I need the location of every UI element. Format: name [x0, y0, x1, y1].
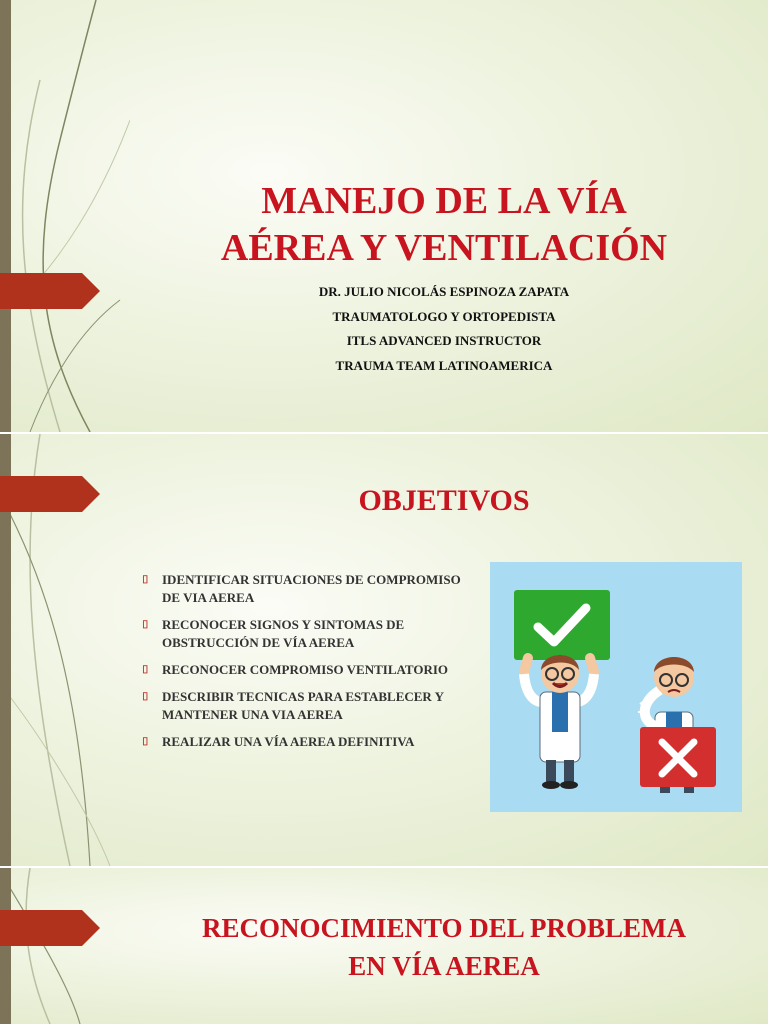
objectives-list	[142, 571, 462, 760]
title-line-2: EN VÍA AEREA	[348, 951, 540, 981]
left-edge-bar	[0, 0, 11, 432]
left-edge-bar	[0, 868, 11, 1024]
bullet-icon: ⌷	[142, 664, 149, 676]
slide-recognition	[0, 868, 768, 1024]
author-name: DR. JULIO NICOLÁS ESPINOZA ZAPATA	[318, 284, 570, 299]
recognition-title	[120, 909, 768, 985]
slide-title-heading	[120, 178, 768, 272]
author-instructor-role: ITLS ADVANCED INSTRUCTOR	[346, 333, 542, 348]
list-item: ⌷ DESCRIBIR TECNICAS PARA ESTABLECER Y MANTENER UNA VIA AEREA	[142, 689, 444, 722]
bullet-icon: ⌷	[142, 691, 149, 703]
decorative-curves	[0, 868, 130, 1024]
title-line-2: AÉREA Y VENTILACIÓN	[220, 227, 668, 269]
author-organization: TRAUMA TEAM LATINOAMERICA	[335, 357, 553, 373]
red-arrow-tab	[0, 273, 100, 309]
author-specialty: TRAUMATOLOGO Y ORTOPEDISTA	[332, 308, 556, 324]
bullet-icon: ⌷	[142, 574, 149, 586]
bullet-icon: ⌷	[142, 736, 149, 748]
doctors-illustration	[490, 562, 742, 812]
list-item: ⌷ RECONOCER COMPROMISO VENTILATORIO	[142, 662, 449, 677]
presenter-info	[120, 280, 768, 378]
list-item: ⌷ IDENTIFICAR SITUACIONES DE COMPROMISO DE VIA AEREA	[142, 572, 461, 605]
slide-objectives	[0, 434, 768, 866]
check-sign-icon	[514, 590, 610, 660]
title-line-1: RECONOCIMIENTO DEL PROBLEMA	[201, 913, 687, 943]
list-item: ⌷ RECONOCER SIGNOS Y SINTOMAS DE OBSTRUCCIÓN DE VÍA AEREA	[142, 617, 405, 650]
red-arrow-tab	[0, 910, 100, 946]
decorative-curves	[0, 0, 130, 432]
red-arrow-tab	[0, 476, 100, 512]
slide-title	[0, 0, 768, 432]
objectives-title: OBJETIVOS	[358, 484, 530, 517]
cross-sign-icon	[640, 727, 716, 793]
bullet-icon: ⌷	[142, 619, 149, 631]
list-item: ⌷ REALIZAR UNA VÍA AEREA DEFINITIVA	[142, 734, 415, 749]
happy-doctor-icon	[524, 655, 594, 789]
title-line-1: MANEJO DE LA VÍA	[261, 180, 627, 222]
